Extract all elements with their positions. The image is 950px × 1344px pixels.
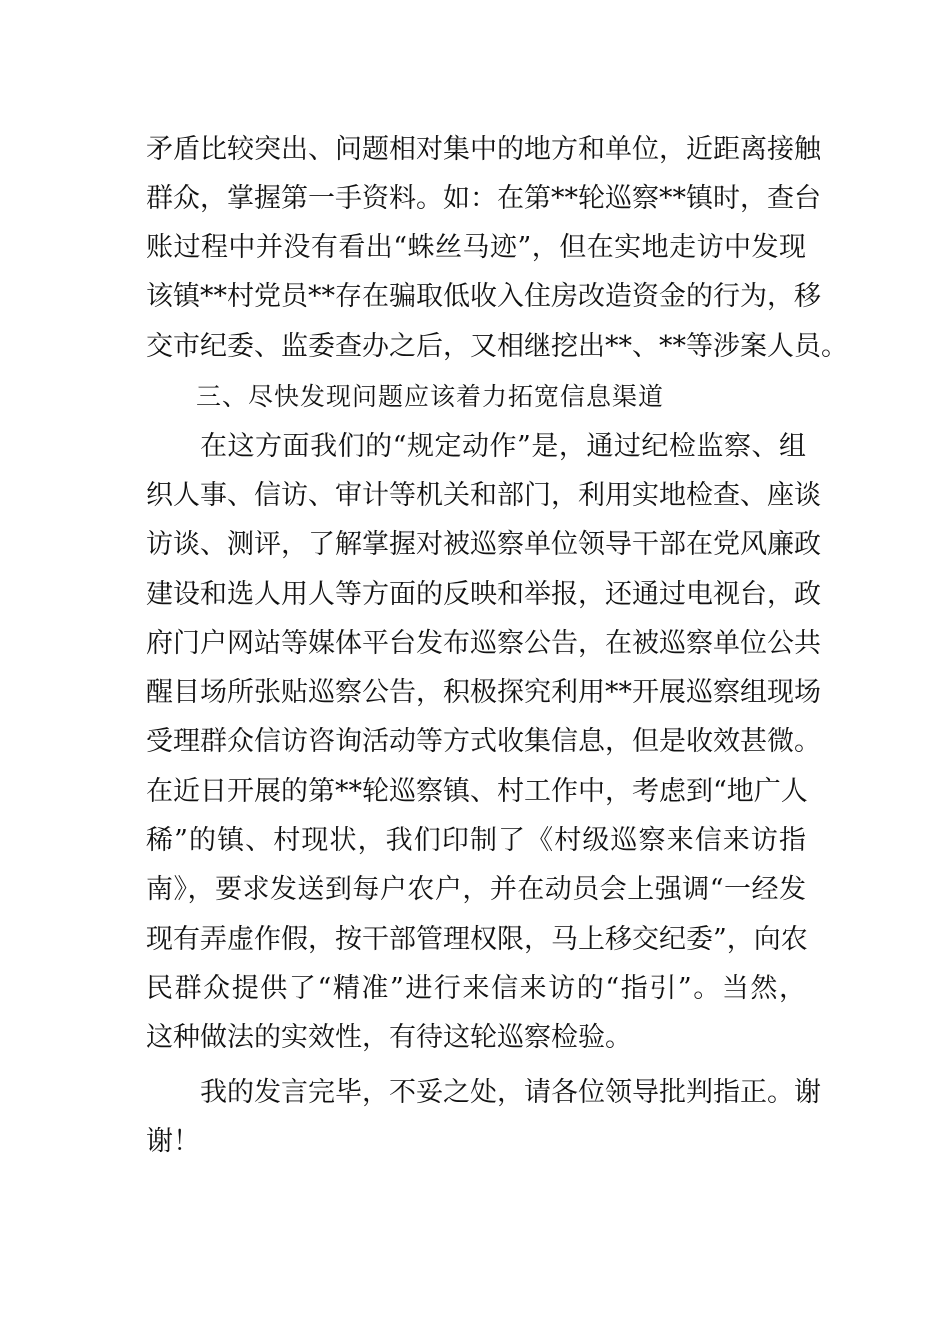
text-line: 醒目场所张贴巡察公告，积极探究利用**开展巡察组现场 bbox=[146, 677, 821, 708]
text-line: 访谈、测评，了解掌握对被巡察单位领导干部在党风廉政 bbox=[146, 529, 821, 560]
text-line: 在近日开展的第**轮巡察镇、村工作中，考虑到“地广人 bbox=[146, 776, 808, 807]
text-line: 矛盾比较突出、问题相对集中的地方和单位，近距离接触 bbox=[146, 134, 821, 165]
text-line: 该镇**村党员**存在骗取低收入住房改造资金的行为，移 bbox=[146, 281, 821, 312]
text-line: 南》，要求发送到每户农户，并在动员会上强调“一经发 bbox=[146, 874, 806, 905]
text-line: 交市纪委、监委查办之后，又相继挖出**、**等涉案人员。 bbox=[146, 331, 848, 362]
text-line: 账过程中并没有看出“蛛丝马迹”，但在实地走访中发现 bbox=[146, 232, 806, 263]
text-line: 织人事、信访、审计等机关和部门，利用实地检查、座谈 bbox=[146, 480, 821, 511]
paragraph-first-line: 在这方面我们的“规定动作”是，通过纪检监察、组 bbox=[200, 431, 806, 462]
text-line: 受理群众信访咨询活动等方式收集信息，但是收效甚微。 bbox=[146, 726, 821, 757]
text-line: 现有弄虚作假，按干部管理权限，马上移交纪委”，向农 bbox=[146, 924, 808, 955]
text-line: 民群众提供了“精准”进行来信来访的“指引”。当然， bbox=[146, 973, 806, 1004]
text-line: 群众，掌握第一手资料。如：在第**轮巡察**镇时，查台 bbox=[146, 183, 821, 214]
closing-remark-end: 谢！ bbox=[146, 1126, 200, 1157]
text-line: 稀”的镇、村现状，我们印制了《村级巡察来信来访指 bbox=[146, 825, 806, 856]
text-line: 建设和选人用人等方面的反映和举报，还通过电视台，政 bbox=[146, 579, 821, 610]
text-line: 这种做法的实效性，有待这轮巡察检验。 bbox=[146, 1022, 632, 1053]
text-line: 府门户网站等媒体平台发布巡察公告，在被巡察单位公共 bbox=[146, 628, 821, 659]
closing-remark: 我的发言完毕，不妥之处，请各位领导批判指正。谢 bbox=[200, 1077, 821, 1108]
section-heading: 三、尽快发现问题应该着力拓宽信息渠道 bbox=[196, 382, 665, 411]
